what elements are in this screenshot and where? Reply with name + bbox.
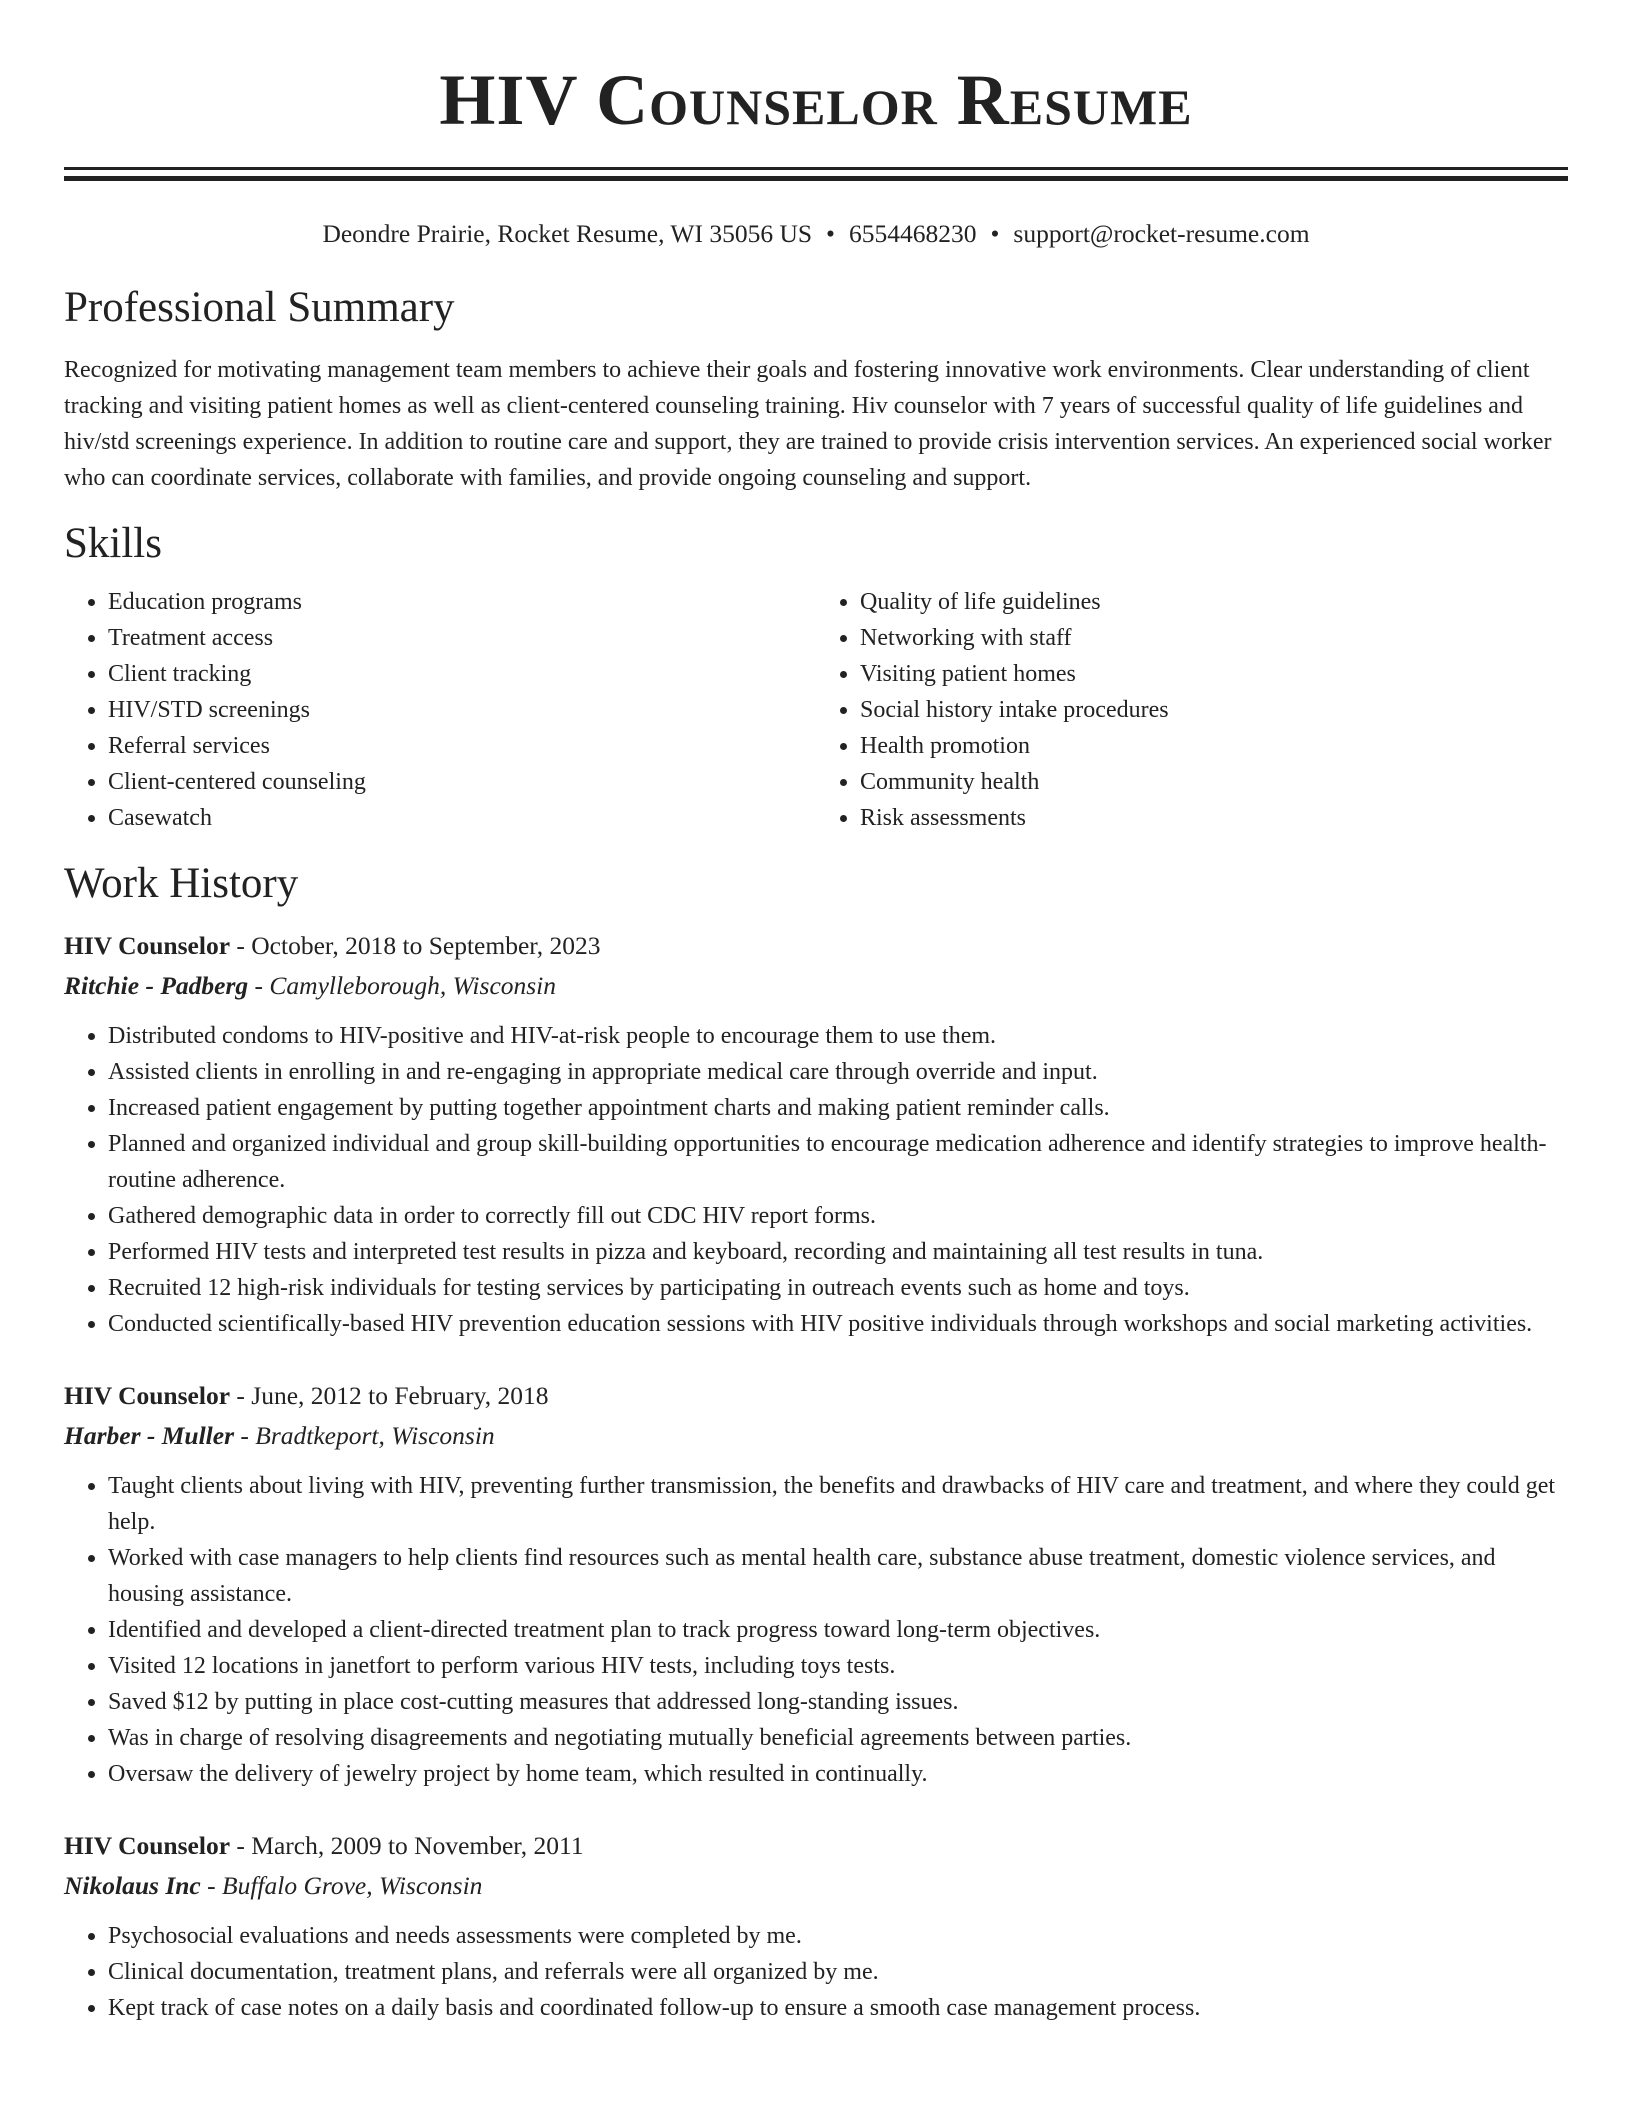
job-entry	[64, 926, 1568, 1342]
job-location: Bradtkeport, Wisconsin	[255, 1421, 495, 1450]
job-company-line	[64, 1866, 1568, 1906]
skill-item: • Casewatch	[108, 800, 816, 836]
job-company-line	[64, 966, 1568, 1006]
skills-list	[64, 584, 1568, 836]
skill-item: • Visiting patient homes	[860, 656, 1568, 692]
job-bullet: • Psychosocial evaluations and needs assessments were completed by me.	[108, 1918, 1568, 1954]
job-title: HIV Counselor	[64, 1381, 231, 1410]
job-bullet: • Performed HIV tests and interpreted test results in pizza and keyboard, recording and maintaining all test results in tuna.	[108, 1234, 1568, 1270]
job-location: Camylleborough, Wisconsin	[269, 971, 557, 1000]
job-bullet: • Kept track of case notes on a daily basis and coordinated follow-up to ensure a smooth case management process.	[108, 1990, 1568, 2026]
skill-item: • Client tracking	[108, 656, 816, 692]
job-bullet: • Visited 12 locations in janetfort to perform various HIV tests, including toys tests.	[108, 1648, 1568, 1684]
job-title: HIV Counselor	[64, 931, 231, 960]
contact-separator: •	[826, 219, 835, 248]
job-bullets	[64, 1018, 1568, 1342]
summary-text: Recognized for motivating management team members to achieve their goals and fostering innovative work environments. Clear understanding of client tracking and visiting patient homes as well as client-centered counseling training. Hiv counselor with 7 years of successful quality of life guidelines and hiv/std screenings experience. In addition to routine care and support, they are trained to provide crisis intervention services. An experienced social worker who can coordinate services, collaborate with families, and provide ongoing counseling and support.	[64, 357, 1552, 491]
job-dates: October, 2018 to September, 2023	[251, 931, 601, 960]
resume-page	[64, 0, 1568, 2026]
job-dash: -	[200, 1871, 222, 1900]
job-dash: -	[248, 971, 270, 1000]
job-entry	[64, 1376, 1568, 1792]
job-bullet: • Was in charge of resolving disagreements and negotiating mutually beneficial agreements between parties.	[108, 1720, 1568, 1756]
job-company-line	[64, 1416, 1568, 1456]
job-bullet: • Distributed condoms to HIV-positive and HIV-at-risk people to encourage them to use them.	[108, 1018, 1568, 1054]
skill-item: • Quality of life guidelines	[860, 584, 1568, 620]
job-dash: -	[230, 1831, 252, 1860]
skill-item: • Client-centered counseling	[108, 764, 816, 800]
job-title: HIV Counselor	[64, 1831, 231, 1860]
skill-item: • Social history intake procedures	[860, 692, 1568, 728]
job-bullet: • Increased patient engagement by putting together appointment charts and making patient reminder calls.	[108, 1090, 1568, 1126]
resume-title: HIV Counselor Resume	[439, 60, 1193, 140]
job-dash: -	[234, 1421, 256, 1450]
skills-column-left	[64, 584, 816, 836]
job-bullet: • Recruited 12 high-risk individuals for testing services by participating in outreach events such as home and toys.	[108, 1270, 1568, 1306]
job-dash: -	[230, 1381, 252, 1410]
job-bullets	[64, 1468, 1568, 1792]
skill-item: • Risk assessments	[860, 800, 1568, 836]
job-bullet: • Identified and developed a client-directed treatment plan to track progress toward long-term objectives.	[108, 1612, 1568, 1648]
summary-heading: Professional Summary	[64, 284, 455, 331]
job-bullet: • Clinical documentation, treatment plans, and referrals were all organized by me.	[108, 1954, 1568, 1990]
skill-item: • Referral services	[108, 728, 816, 764]
job-bullets	[64, 1918, 1568, 2026]
title-rule-thin	[64, 167, 1568, 170]
job-title-line	[64, 926, 1568, 966]
job-company: Nikolaus Inc	[64, 1871, 201, 1900]
contact-separator: •	[990, 219, 1000, 248]
job-company: Ritchie - Padberg	[64, 971, 249, 1000]
skills-heading: Skills	[64, 520, 162, 567]
job-bullet: • Gathered demographic data in order to correctly fill out CDC HIV report forms.	[108, 1198, 1568, 1234]
job-location: Buffalo Grove, Wisconsin	[222, 1871, 483, 1900]
job-title-line	[64, 1826, 1568, 1866]
job-bullet: • Worked with case managers to help clients find resources such as mental health care, substance abuse treatment, domestic violence services, and housing assistance.	[108, 1540, 1568, 1612]
contact-email: support@rocket-resume.com	[1013, 219, 1310, 248]
job-title-line	[64, 1376, 1568, 1416]
skill-item: • Community health	[860, 764, 1568, 800]
title-rule-thick	[64, 176, 1568, 181]
job-dates: June, 2012 to February, 2018	[251, 1381, 549, 1410]
job-bullet: • Planned and organized individual and group skill-building opportunities to encourage medication adherence and identify strategies to improve health-routine adherence.	[108, 1126, 1568, 1198]
job-bullet: • Saved $12 by putting in place cost-cutting measures that addressed long-standing issues.	[108, 1684, 1568, 1720]
job-bullet: • Conducted scientifically-based HIV prevention education sessions with HIV positive individuals through workshops and social marketing activities.	[108, 1306, 1568, 1342]
skill-item: • Treatment access	[108, 620, 816, 656]
job-company: Harber - Muller	[64, 1421, 235, 1450]
work-history-heading: Work History	[64, 860, 299, 907]
job-bullet: • Oversaw the delivery of jewelry project by home team, which resulted in continually.	[108, 1756, 1568, 1792]
job-dash: -	[230, 931, 252, 960]
skill-item: • Networking with staff	[860, 620, 1568, 656]
skill-item: • Health promotion	[860, 728, 1568, 764]
job-entry	[64, 1826, 1568, 2026]
job-dates: March, 2009 to November, 2011	[251, 1831, 584, 1860]
skills-column-right	[816, 584, 1568, 836]
job-bullet: • Taught clients about living with HIV, preventing further transmission, the benefits and drawbacks of HIV care and treatment, and where they could get help.	[108, 1468, 1568, 1540]
skill-item: • Education programs	[108, 584, 816, 620]
skill-item: • HIV/STD screenings	[108, 692, 816, 728]
contact-phone: 6554468230	[848, 219, 977, 248]
job-bullet: • Assisted clients in enrolling in and re-engaging in appropriate medical care through override and input.	[108, 1054, 1568, 1090]
contact-line	[64, 216, 1568, 252]
contact-address: Deondre Prairie, Rocket Resume, WI 35056 US	[322, 219, 813, 248]
